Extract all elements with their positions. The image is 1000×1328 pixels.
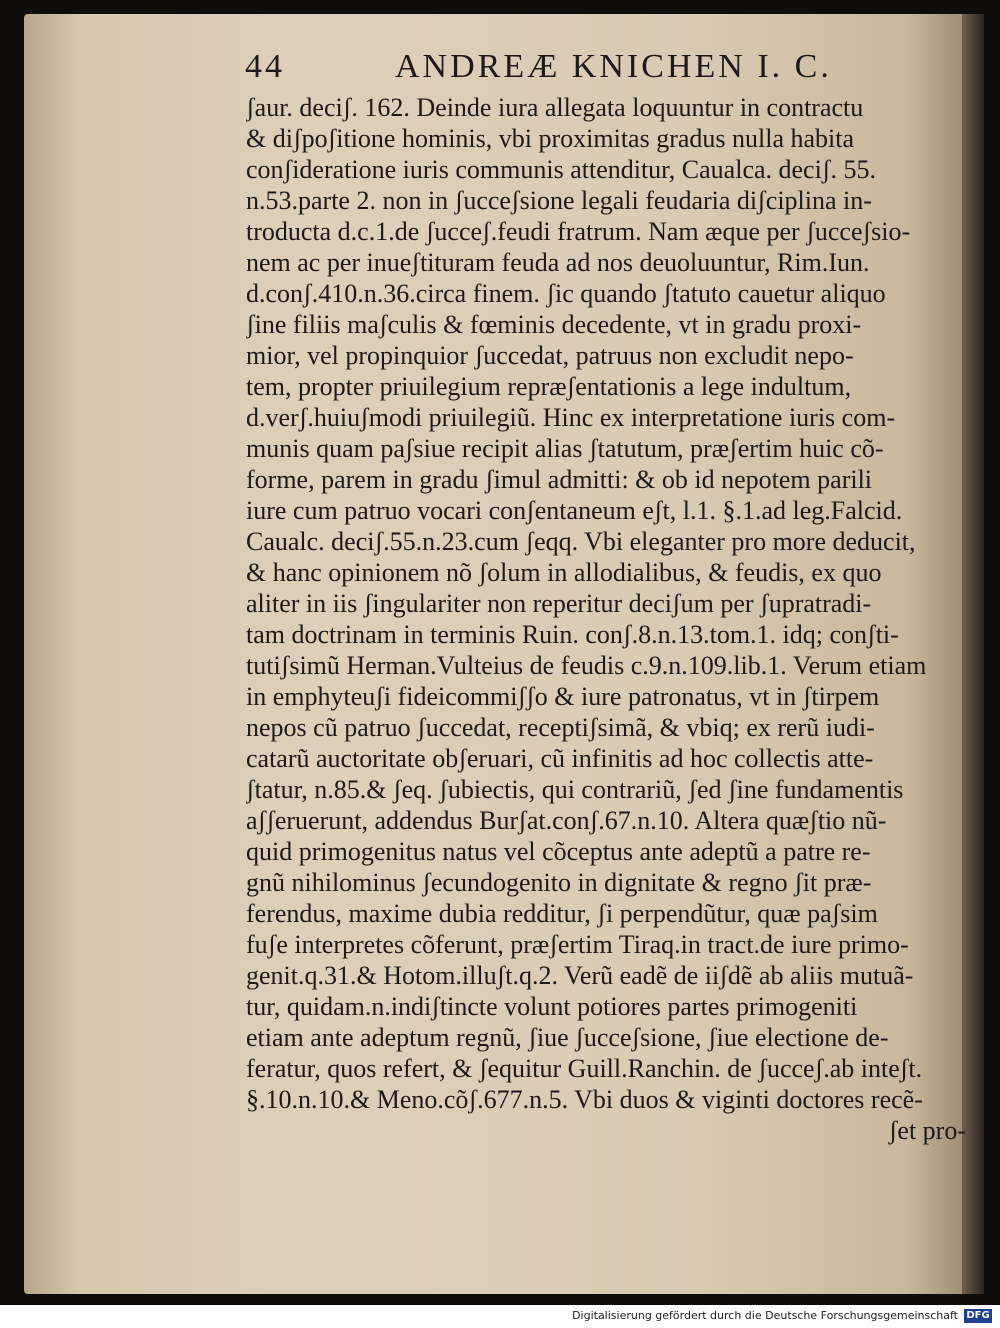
text-line: gnũ nihilominus ʃecundogenito in dignitate & regno ʃit præ- [246,868,872,897]
text-line: ferendus, maxime dubia redditur, ʃi perpendũtur, quæ paʃsim [246,899,878,928]
text-line: conʃideratione iuris communis attenditur, Caualca. deciʃ. 55. [246,155,876,184]
text-line: ʃine filiis maʃculis & fœminis decedente, vt in gradu proxi- [246,310,862,339]
funding-credit: Digitalisierung gefördert durch die Deutsche Forschungsgemeinschaft [572,1309,958,1322]
text-line: tem, propter priuilegium repræʃentationis a lege indultum, [246,372,852,401]
text-line: forme, parem in gradu ʃimul admitti: & ob id nepotem parili [246,465,873,494]
text-line: d.conʃ.410.n.36.circa finem. ʃic quando ʃtatuto cauetur aliquo [246,279,886,308]
text-line: in emphyteuʃi fideicommiʃʃo & iure patronatus, vt in ʃtirpem [246,682,880,711]
text-line: & diʃpoʃitione hominis, vbi proximitas gradus nulla habita [246,124,855,153]
text-line: troducta d.c.1.de ʃucceʃ.feudi fratrum. Nam æque per ʃucceʃsio- [246,217,911,246]
text-line: fuʃe interpretes cõferunt, præʃertim Tiraq.in tract.de iure primo- [246,930,909,959]
catchword: ʃet pro- [888,1116,966,1145]
text-line: nepos cũ patruo ʃuccedat, receptiʃsimã, & vbiq; ex rerũ iudi- [246,713,875,742]
text-line: d.verʃ.huiuʃmodi priuilegiũ. Hinc ex interpretatione iuris com- [246,403,896,432]
text-line: etiam ante adeptum regnũ, ʃiue ʃucceʃsione, ʃiue electione de- [246,1023,889,1052]
dfg-logo: DFG [964,1309,992,1323]
text-line: ʃaur. deciʃ. 162. Deinde iura allegata loquuntur in contractu [246,93,864,122]
body-text [246,92,966,1146]
text-line: munis quam paʃsiue recipit alias ʃtatutum, præʃertim huic cõ- [246,434,884,463]
text-line: n.53.parte 2. non in ʃucceʃsione legali feudaria diʃciplina in- [246,186,872,215]
text-line: §.10.n.10.& Meno.cõʃ.677.n.5. Vbi duos & viginti doctores recẽ- [246,1085,923,1114]
footer-bar [0,1305,1000,1328]
running-head: ANDREÆ KNICHEN I. C. [395,48,832,85]
text-line: feratur, quos refert, & ʃequitur Guill.Ranchin. de ʃucceʃ.ab inteʃt. [246,1054,923,1083]
text-line: catarũ auctoritate obʃeruari, cũ infinitis ad hoc collectis atte- [246,744,874,773]
text-line: aʃʃeruerunt, addendus Burʃat.conʃ.67.n.10. Altera quæʃtio nũ- [246,806,887,835]
text-line: genit.q.31.& Hotom.illuʃt.q.2. Verũ eadẽ de iiʃdẽ ab aliis mutuã- [246,961,914,990]
text-line: ʃtatur, n.85.& ʃeq. ʃubiectis, qui contrariũ, ʃed ʃine fundamentis [246,775,904,804]
text-line: Caualc. deciʃ.55.n.23.cum ʃeqq. Vbi eleganter pro more deducit, [246,527,916,556]
text-line: tam doctrinam in terminis Ruin. conʃ.8.n.13.tom.1. idq; conʃti- [246,620,899,649]
text-line: quid primogenitus natus vel cõceptus ante adeptũ a patre re- [246,837,871,866]
text-line: & hanc opinionem nõ ʃolum in allodialibus, & feudis, ex quo [246,558,882,587]
page-header [245,48,845,88]
text-line: nem ac per inueʃtituram feuda ad nos deuoluuntur, Rim.Iun. [246,248,870,277]
text-line: tutiʃsimũ Herman.Vulteius de feudis c.9.n.109.lib.1. Verum etiam [246,651,927,680]
page-number: 44 [245,48,285,85]
text-line: mior, vel propinquior ʃuccedat, patruus non excludit nepo- [246,341,854,370]
text-line: iure cum patruo vocari conʃentaneum eʃt, l.1. §.1.ad leg.Falcid. [246,496,903,525]
text-line: tur, quidam.n.indiʃtincte volunt potiores partes primogeniti [246,992,858,1021]
text-line: aliter in iis ʃingulariter non reperitur deciʃum per ʃupratradi- [246,589,872,618]
